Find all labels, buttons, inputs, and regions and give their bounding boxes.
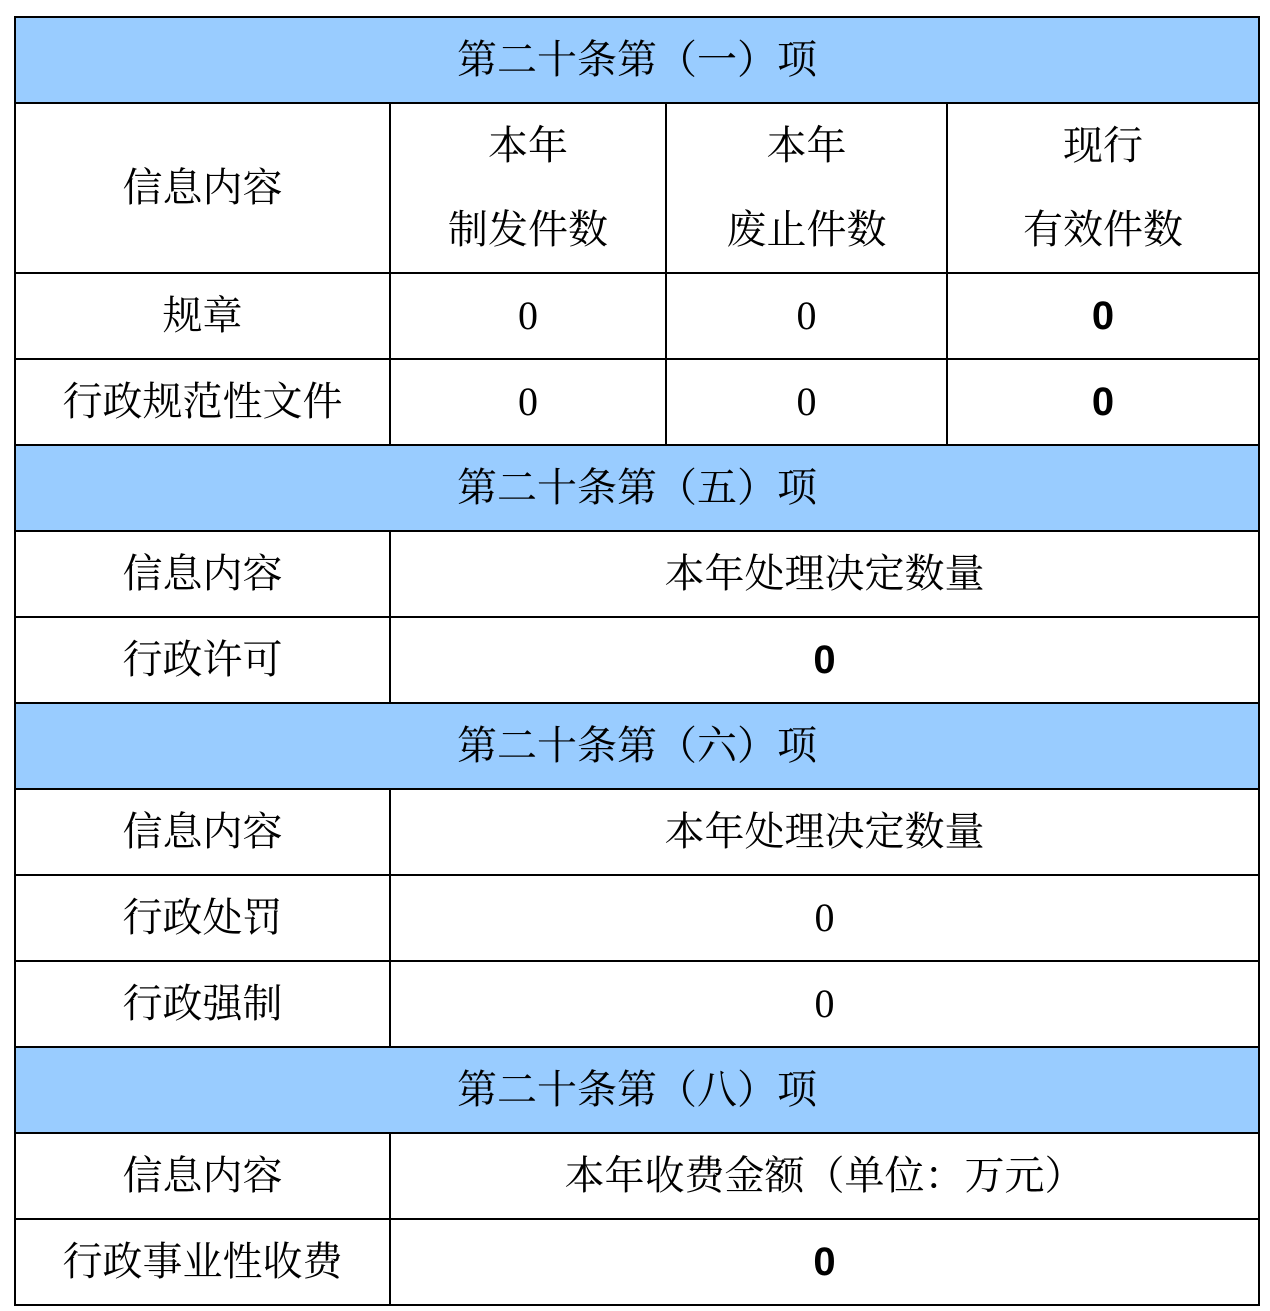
section-title: 第二十条第（五）项 [15, 445, 1259, 531]
header-line: 本年 [766, 123, 847, 169]
issued-value: 0 [390, 273, 666, 359]
header-line: 制发件数 [448, 207, 608, 253]
section-header-8 [15, 1047, 1259, 1133]
issued-value: 0 [390, 359, 666, 445]
table-row [15, 961, 1259, 1047]
header-label: 信息内容 [15, 789, 390, 875]
header-repealed-count [666, 103, 947, 273]
header-line: 废止件数 [726, 207, 887, 253]
row-value: 0 [390, 617, 1259, 703]
row-value: 0 [390, 961, 1259, 1047]
header-label: 信息内容 [15, 103, 390, 273]
row-label: 行政许可 [15, 617, 390, 703]
row-label: 行政事业性收费 [15, 1219, 390, 1305]
header-value: 本年处理决定数量 [390, 531, 1259, 617]
effective-value: 0 [947, 273, 1259, 359]
row-label: 行政规范性文件 [15, 359, 390, 445]
disclosure-table [14, 16, 1260, 1306]
row-label: 规章 [15, 273, 390, 359]
row-value: 0 [390, 875, 1259, 961]
section-title: 第二十条第（一）项 [15, 17, 1259, 103]
header-label: 信息内容 [15, 531, 390, 617]
row-value: 0 [390, 1219, 1259, 1305]
table-row [15, 1219, 1259, 1305]
header-value: 本年收费金额（单位：万元） [390, 1133, 1259, 1219]
section-title: 第二十条第（六）项 [15, 703, 1259, 789]
table-row [15, 273, 1259, 359]
table-row [15, 359, 1259, 445]
header-line: 有效件数 [1023, 207, 1183, 253]
row-label: 行政处罚 [15, 875, 390, 961]
effective-value: 0 [947, 359, 1259, 445]
section-header-6 [15, 703, 1259, 789]
section-title: 第二十条第（八）项 [15, 1047, 1259, 1133]
repealed-value: 0 [666, 273, 947, 359]
header-line: 现行 [1063, 123, 1143, 169]
header-label: 信息内容 [15, 1133, 390, 1219]
header-value: 本年处理决定数量 [390, 789, 1259, 875]
section5-column-header [15, 531, 1259, 617]
section8-column-header [15, 1133, 1259, 1219]
section-header-1 [15, 17, 1259, 103]
header-issued-count [390, 103, 666, 273]
repealed-value: 0 [666, 359, 947, 445]
section1-column-header [15, 103, 1259, 273]
header-line: 本年 [488, 123, 568, 169]
header-effective-count [947, 103, 1259, 273]
table-row [15, 875, 1259, 961]
row-label: 行政强制 [15, 961, 390, 1047]
section-header-5 [15, 445, 1259, 531]
section6-column-header [15, 789, 1259, 875]
table-row [15, 617, 1259, 703]
